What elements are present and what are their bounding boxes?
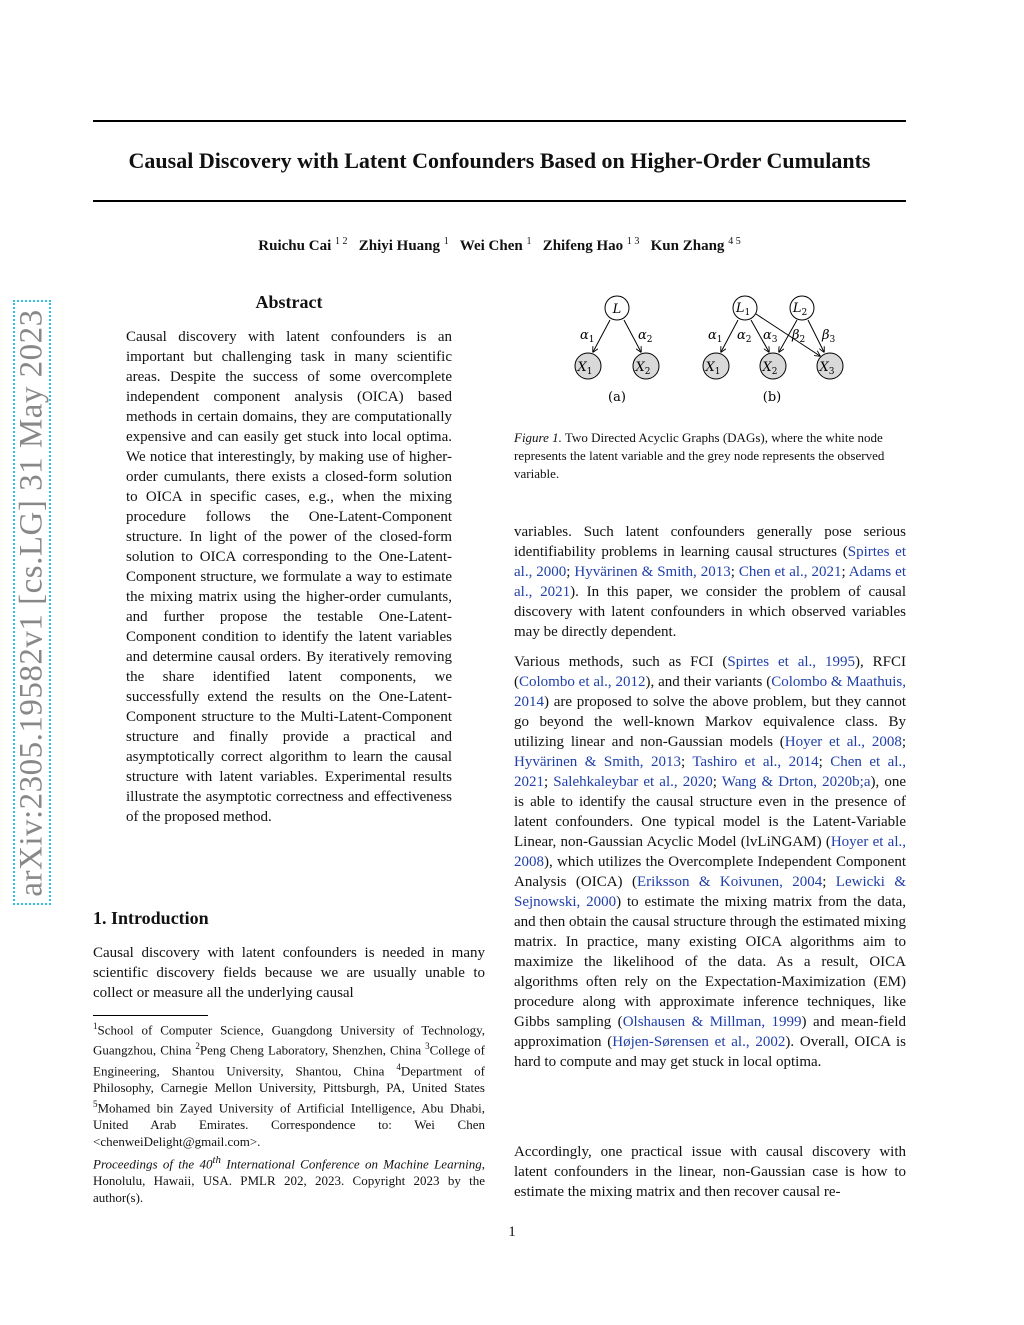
section-heading-introduction: 1. Introduction [93,908,209,928]
svg-text:β2 [791,328,805,345]
citation-link[interactable]: Salehkaleybar et al., 2020 [553,774,713,790]
node-subscript: 1 [714,367,721,377]
footnote-rule [93,1015,208,1016]
citation-link[interactable]: Spirtes et al., 2000 [514,544,907,580]
abstract-text: Causal discovery with latent confounders is an important but challenging task in many scientific areas. Despite the success of some overcomplete independent component analysis (OICA) based methods in certain domains, they are computationally expensive and can easily get stuck into local optima. We notice that interestingly, by making use of higher-order cumulants, there exists a closed-form solution to OICA in specific cases, e.g., when the mixing procedure follows the One-Latent-Component structure. In light of the power of the closed-form solution to OICA corresponding to the One-Latent-Component structure, we formulate a way to estimate the mixing matrix using the higher-order cumulants, and further propose the testable One-Latent-Component condition to identify the latent variables and determine causal orders. By iteratively removing the share identified latent components, we successfully extend the results on the One-Latent-Component structure to the Multi-Latent-Component structure and finally provide a practical and asymptotically correct algorithm to learn the causal structure with latent variables. Experimental results illustrate the asymptotic correctness and effectiveness of the proposed method. [126,329,452,825]
title-top-rule [93,120,906,122]
author: Wei Chen $^1$ [459,236,532,254]
node-label: X [705,360,715,375]
edge-subscript: 2 [745,335,752,345]
node-label: X [635,360,645,375]
citation-link[interactable]: Hyvärinen & Smith, 2013 [574,564,731,580]
edge-subscript: 2 [646,335,653,345]
citation-link[interactable]: Tashiro et al., 2014 [692,754,819,770]
node-label: L [612,302,622,317]
edge-label: β [792,328,800,343]
svg-text:α1 [580,328,595,345]
caption-text: Two Directed Acyclic Graphs (DAGs), where the white node represents the latent variable and the grey node represents the observed variable. [514,430,885,481]
citation-link[interactable]: Chen et al., 2021 [738,564,842,580]
citation-link[interactable]: Spirtes et al., 1995 [727,654,855,670]
citation-link[interactable]: Colombo et al., 2012 [519,674,646,690]
arxiv-stamp[interactable] [13,300,51,905]
caption-label: Figure 1. [514,430,562,445]
svg-text:α1 [708,328,723,345]
svg-text:α2 [638,328,653,345]
subfigure-label: (a) [608,390,626,405]
citation-link[interactable]: Olshausen & Millman, 1999 [622,1014,802,1030]
figure-1b [703,296,843,405]
node-subscript: 2 [801,308,808,318]
node-subscript: 2 [644,367,651,377]
body-paragraph: variables. Such latent confounders generally pose serious identifiability problems in learning causal structures (Spirtes et al., 2000; Hyvärinen & Smith, 2013; Chen et al., 2021; Adams et al., 2021). In this paper, we consider the problem of causal discovery with latent confounders in which observed variables may be directly dependent. [514,524,907,640]
body-paragraph: Accordingly, one practical issue with causal discovery with latent confounders in the linear, non-Gaussian case is how to estimate the mixing matrix and then recover causal re- [514,1144,906,1200]
edge [593,320,610,352]
author: Zhiyi Huang $^1$ [358,236,449,254]
citation-link[interactable]: Lewicki & Sejnowski, 2000 [514,874,907,910]
figure-1-dags [560,290,880,410]
edge-label: β [822,328,830,343]
author: Ruichu Cai $^{1 2}$ [258,236,348,254]
edge-subscript: 3 [771,335,778,345]
edge-label: α [737,328,746,343]
proceedings-note: Proceedings of the 40th International Conference on Machine Learning, Honolulu, Hawaii, USA. PMLR 202, 2023. Copyright 2023 by the author(s). [93,1154,485,1206]
author-list [93,236,906,255]
edge-subscript: 1 [588,335,595,345]
introduction-paragraph: Causal discovery with latent confounders is needed in many scientific discovery fields because we are usually unable to collect or measure all the underlying causal [93,945,485,1001]
citation-link[interactable]: Eriksson & Koivunen, 2004 [636,874,823,890]
node-label: X [762,360,772,375]
edge-subscript: 2 [799,335,806,345]
svg-text:β3 [821,328,836,345]
author: Kun Zhang $^{4 5}$ [650,236,741,254]
edge-label: α [708,328,717,343]
node-label: X [819,360,829,375]
edge-label: α [763,328,772,343]
node-label: L [735,301,745,316]
node-subscript: 1 [586,367,593,377]
figure-1a [575,296,659,405]
citation-link[interactable]: Wang & Drton, 2020b;a [721,774,871,790]
abstract-heading: Abstract [255,292,323,312]
author: Zhifeng Hao $^{1 3}$ [542,236,640,254]
node-subscript: 3 [828,367,835,377]
edge-subscript: 3 [829,335,836,345]
citation-link[interactable]: Hoyer et al., 2008 [784,734,902,750]
affiliations-footnote: $^1$School of Computer Science, Guangdong University of Technology, Guangzhou, China $^2$Peng Cheng Laboratory, Shenzhen, China $^3$College of Engineering, Shantou University, Shantou, China $^4$Department of Philosophy, Carnegie Mellon University, Pittsburgh, PA, United States $^5$Mohamed bin Zayed University of Artificial Intelligence, Abu Dhabi, United Arab Emirates. Correspondence to: Wei Chen <chenweiDelight@gmail.com>. [93,1021,486,1150]
page-number: 1 [508,1224,516,1240]
node-subscript: 1 [744,308,751,318]
title-bottom-rule [93,200,906,202]
arxiv-stamp-text: arXiv:2305.19582v1 [cs.LG] 31 May 2023 [13,308,50,897]
edge-subscript: 1 [716,335,723,345]
citation-link[interactable]: Chen et al., 2021 [514,754,906,790]
edge [721,320,738,352]
paper-title: Causal Discovery with Latent Confounders Based on Higher-Order Cumulants [128,148,871,173]
figure-caption [514,429,906,483]
body-paragraph: Various methods, such as FCI (Spirtes et al., 1995), RFCI (Colombo et al., 2012), and their variants (Colombo & Maathuis, 2014) are proposed to solve the above problem, but they cannot go beyond the well-known Markov equivalence class. By utilizing linear and non-Gaussian models (Hoyer et al., 2008; Hyvärinen & Smith, 2013; Tashiro et al., 2014; Chen et al., 2021; Salehkaleybar et al., 2020; Wang & Drton, 2020b;a), one is able to identify the causal structure even in the presence of latent confounders. One typical model is the Latent-Variable Linear, non-Gaussian Acyclic Model (lvLiNGAM) (Hoyer et al., 2008), which utilizes the Overcomplete Independent Component Analysis (OICA) (Eriksson & Koivunen, 2004; Lewicki & Sejnowski, 2000) to estimate the mixing matrix from the data, and then obtain the causal structure through the estimated mixing matrix. In practice, many existing OICA algorithms aim to maximize the likelihood of the data. As a result, OICA algorithms often rely on the Expectation-Maximization (EM) procedure along with approximate inference techniques, like Gibbs sampling (Olshausen & Millman, 1999) and mean-field approximation (Højen-Sørensen et al., 2002). Overall, OICA is hard to compute and may get stuck in local optima. [514,654,907,1070]
node-subscript: 2 [771,367,778,377]
citation-link[interactable]: Colombo & Maathuis, 2014 [514,674,906,710]
citation-link[interactable]: Højen-Sørensen et al., 2002 [612,1034,786,1050]
node-label: L [792,301,802,316]
svg-text:α3 [763,328,778,345]
citation-link[interactable]: Hyvärinen & Smith, 2013 [514,754,681,770]
svg-text:α2 [737,328,752,345]
edge-label: α [580,328,589,343]
edge-label: α [638,328,647,343]
subfigure-label: (b) [762,390,782,405]
node-label: X [577,360,587,375]
citation-link[interactable]: Hoyer et al., 2008 [514,834,906,870]
citation-link[interactable]: Adams et al., 2021 [514,564,907,600]
